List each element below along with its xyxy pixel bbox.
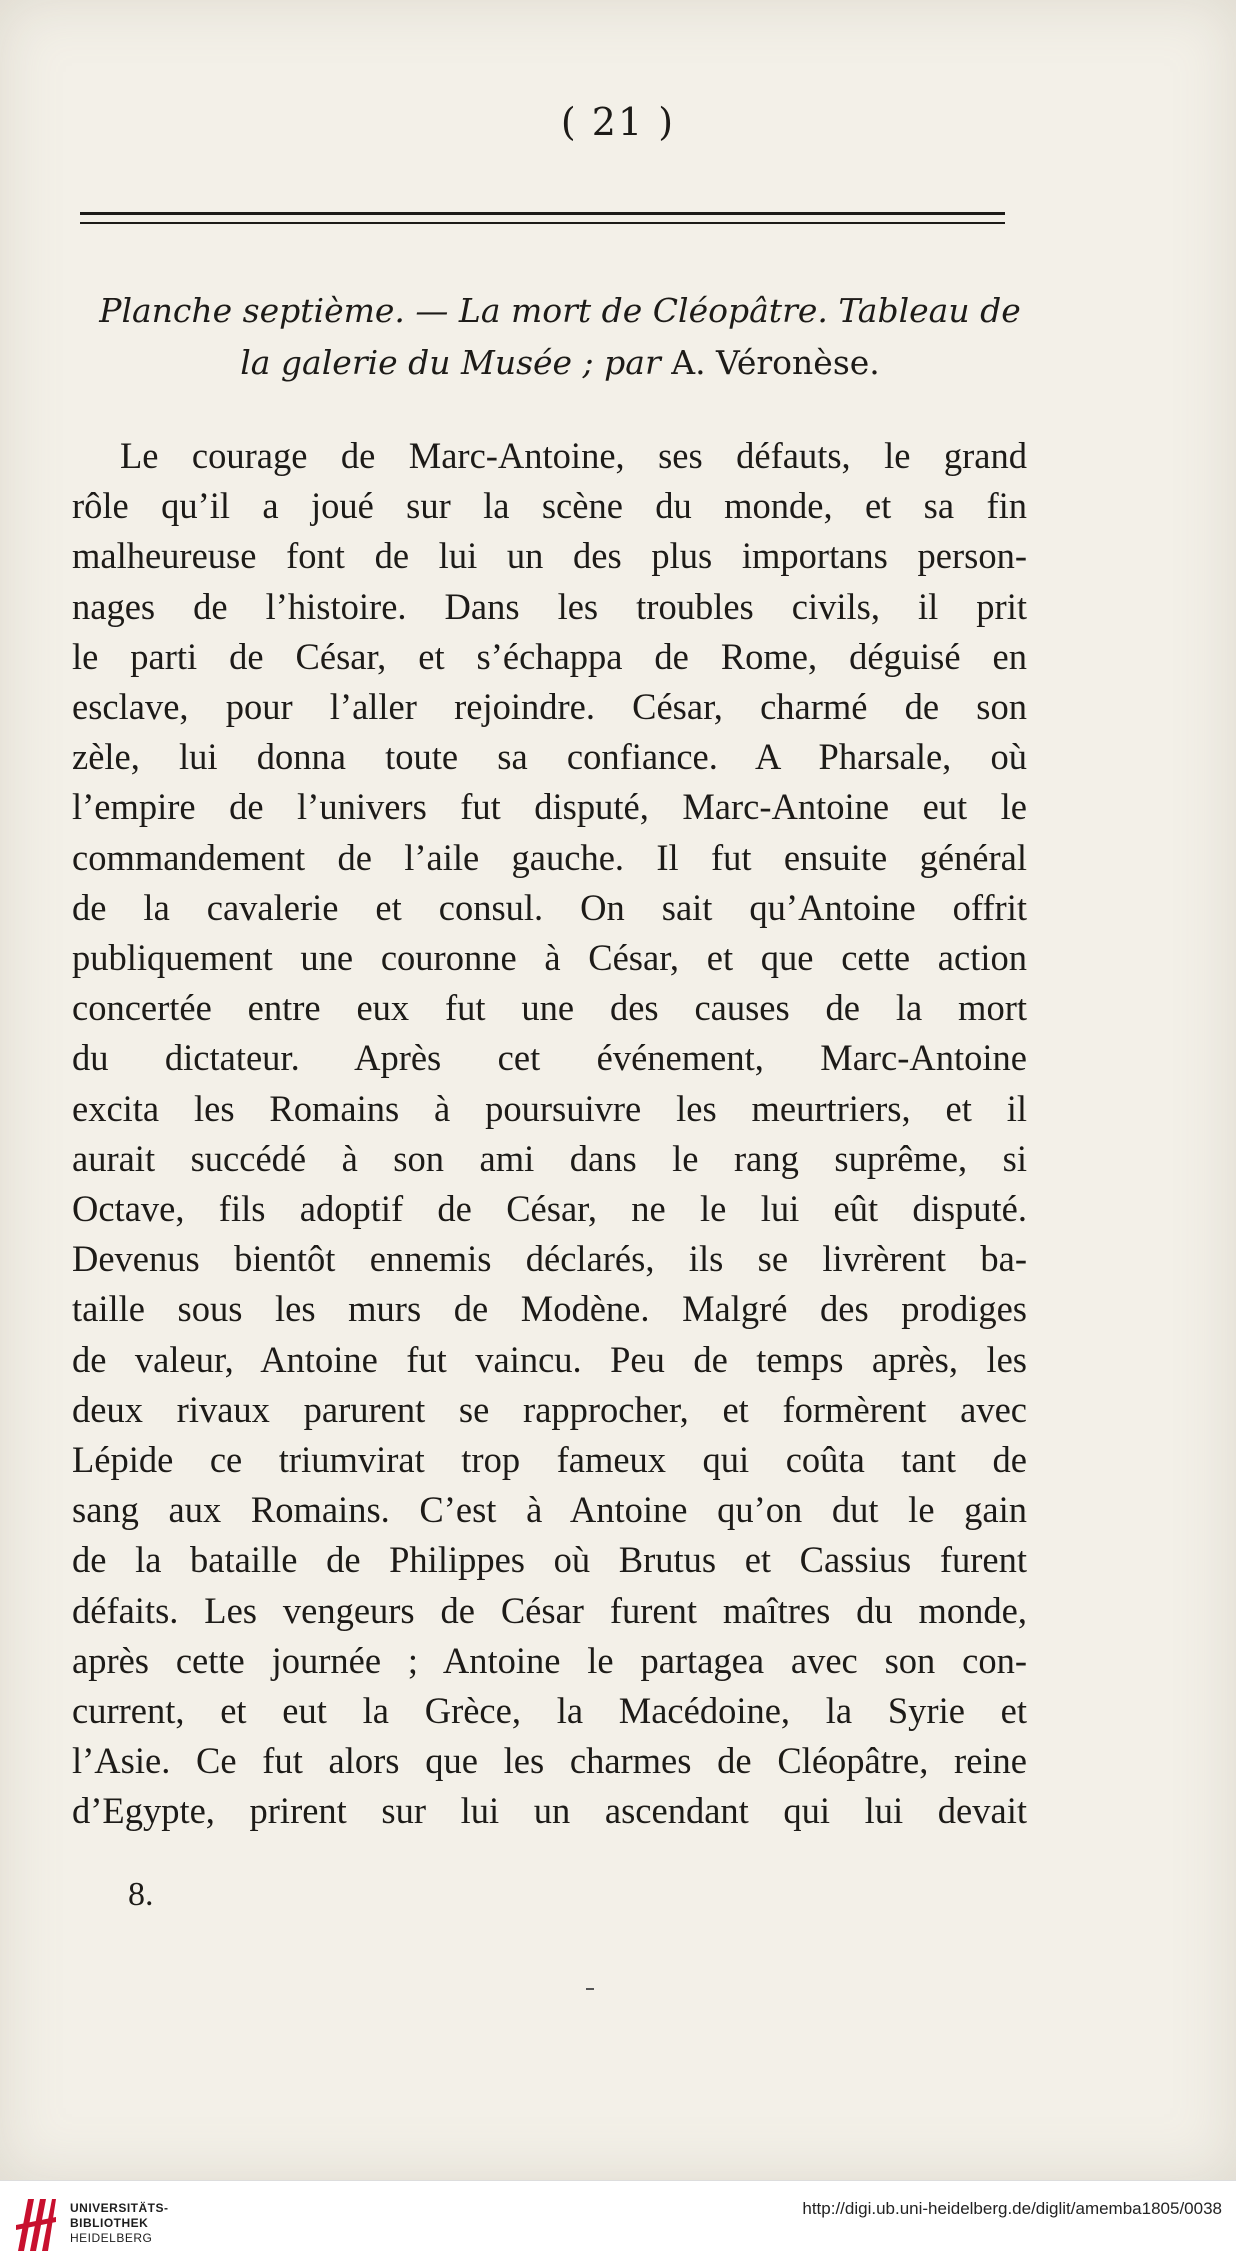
body-line: esclave, pour l’aller rejoindre. César, charmé de son xyxy=(72,686,1027,728)
library-name-line-2: BIBLIOTHEK xyxy=(70,2216,149,2230)
library-name-line-3: HEIDELBERG xyxy=(70,2231,153,2245)
body-line: aurait succédé à son ami dans le rang suprême, si xyxy=(72,1137,1027,1179)
body-line: concertée entre eux fut une des causes de la mort xyxy=(72,987,1027,1029)
caption-line-2 xyxy=(60,337,1060,389)
body-line: Le courage de Marc-Antoine, ses défauts, le grand xyxy=(120,435,1027,476)
body-line: zèle, lui donna toute sa confiance. A Pharsale, où xyxy=(72,736,1027,778)
body-line: de la bataille de Philippes où Brutus et Cassius furent xyxy=(72,1539,1027,1581)
body-line: Lépide ce triumvirat trop fameux qui coûta tant de xyxy=(72,1439,1027,1481)
body-line: nages de l’histoire. Dans les troubles civils, il prit xyxy=(72,585,1027,627)
signature-mark: 8. xyxy=(128,1876,154,1913)
library-name xyxy=(70,2201,169,2246)
body-line: du dictateur. Après cet événement, Marc-Antoine xyxy=(72,1037,1027,1079)
caption-line-2-text: la galerie du Musée ; par xyxy=(240,343,661,382)
body-line: current, et eut la Grèce, la Macédoine, la Syrie et xyxy=(72,1690,1027,1732)
body-line: après cette journée ; Antoine le partagea avec son con- xyxy=(72,1639,1027,1681)
header-rule-thick xyxy=(80,212,1005,215)
university-library-logo-icon xyxy=(14,2195,58,2255)
body-line: de valeur, Antoine fut vaincu. Peu de temps après, les xyxy=(72,1338,1027,1380)
body-line: de la cavalerie et consul. On sait qu’Antoine offrit xyxy=(72,886,1027,928)
plate-caption xyxy=(60,285,1060,389)
body-line: défaits. Les vengeurs de César furent maîtres du monde, xyxy=(72,1589,1027,1631)
caption-artist-name: A. Véronèse. xyxy=(671,343,880,382)
body-line: l’empire de l’univers fut disputé, Marc-Antoine eut le xyxy=(72,786,1027,828)
header-rule-thin xyxy=(80,222,1005,224)
body-line: d’Egypte, prirent sur lui un ascendant qui lui devait xyxy=(72,1790,1027,1832)
body-line: excita les Romains à poursuivre les meurtriers, et il xyxy=(72,1087,1027,1129)
ink-mark xyxy=(586,1988,594,1990)
footer-bar xyxy=(0,2180,1236,2268)
caption-line-1: Planche septième. — La mort de Cléopâtre. Tableau de xyxy=(99,291,1021,330)
body-line: publiquement une couronne à César, et que cette action xyxy=(72,937,1027,979)
library-name-line-1: UNIVERSITÄTS- xyxy=(70,2201,169,2215)
body-line: l’Asie. Ce fut alors que les charmes de Cléopâtre, reine xyxy=(72,1740,1027,1782)
body-line: sang aux Romains. C’est à Antoine qu’on dut le gain xyxy=(72,1489,1027,1531)
body-line: commandement de l’aile gauche. Il fut ensuite général xyxy=(72,836,1027,878)
source-url-link[interactable]: http://digi.ub.uni-heidelberg.de/diglit/amemba1805/0038 xyxy=(802,2199,1222,2218)
body-line: malheureuse font de lui un des plus importans person- xyxy=(72,535,1027,577)
body-line: Devenus bientôt ennemis déclarés, ils se livrèrent ba- xyxy=(72,1238,1027,1280)
page-number: ( 21 ) xyxy=(560,100,676,144)
body-line: Octave, fils adoptif de César, ne le lui eût disputé. xyxy=(72,1188,1027,1230)
body-paragraph xyxy=(72,431,1027,1837)
body-line: deux rivaux parurent se rapprocher, et formèrent avec xyxy=(72,1388,1027,1430)
body-line: taille sous les murs de Modène. Malgré des prodiges xyxy=(72,1288,1027,1330)
body-line: le parti de César, et s’échappa de Rome, déguisé en xyxy=(72,635,1027,677)
body-line: rôle qu’il a joué sur la scène du monde, et sa fin xyxy=(72,485,1027,527)
